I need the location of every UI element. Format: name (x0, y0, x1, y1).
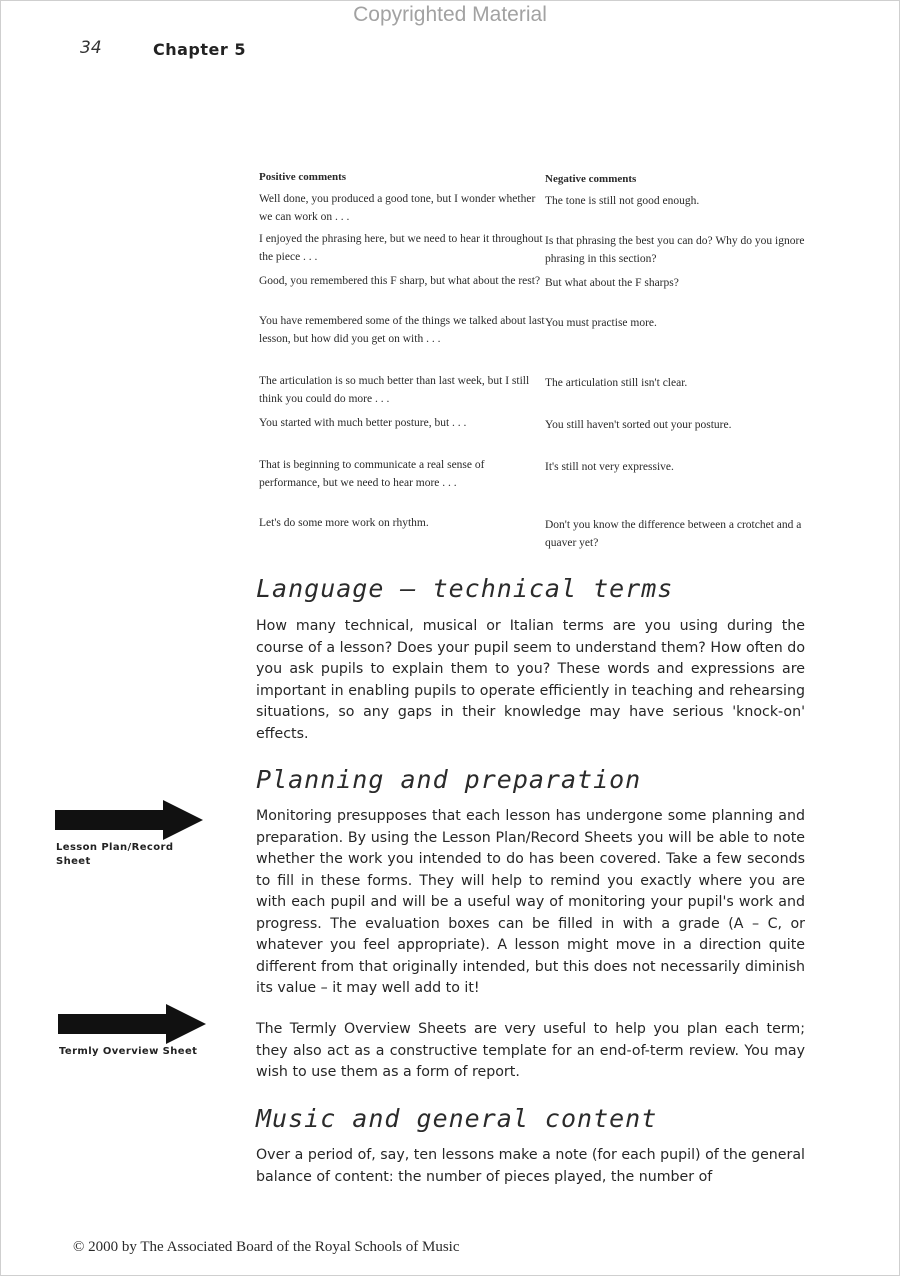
positive-comment: I enjoyed the phrasing here, but we need to hear it throughout the piece . . . (259, 233, 543, 263)
negative-comment: You still haven't sorted out your posture. (545, 419, 732, 431)
comment-row (259, 514, 819, 554)
paragraph-language: How many technical, musical or Italian terms are you using during the course of a lesson? Does your pupil seem to understand them? How often do you ask pupils to explain them to you? These words and expressions are important in enabling pupils to operate efficiently in teaching and rehearsing situations, so any gaps in their knowledge may have serious 'knock-on' effects. (256, 618, 805, 742)
watermark: Copyrighted Material (353, 3, 547, 26)
comment-row (259, 456, 819, 512)
chapter-title: Chapter 5 (153, 40, 246, 59)
margin-note-termly-overview: Termly Overview Sheet (59, 1046, 198, 1057)
arrow-right-icon (58, 1004, 208, 1044)
page-number: 34 (80, 38, 102, 58)
comment-row (259, 372, 819, 412)
copyright-footer: © 2000 by The Associated Board of the Royal Schools of Music (73, 1239, 460, 1255)
negative-comment: The tone is still not good enough. (545, 195, 700, 207)
heading-planning: Planning and preparation (256, 765, 642, 794)
negative-comment: It's still not very expressive. (545, 461, 674, 473)
comments-table-header (259, 168, 819, 188)
negative-comments-header: Negative comments (545, 173, 637, 185)
positive-comment: Well done, you produced a good tone, but I wonder whether we can work on . . . (259, 193, 536, 223)
positive-comment: You started with much better posture, but . . . (259, 417, 467, 429)
positive-comments-header: Positive comments (259, 171, 347, 183)
negative-comment: But what about the F sharps? (545, 277, 679, 289)
heading-music-content: Music and general content (256, 1104, 658, 1133)
comment-row (259, 230, 819, 270)
negative-comment: The articulation still isn't clear. (545, 377, 688, 389)
positive-comment: Good, you remembered this F sharp, but what about the rest? (259, 275, 541, 287)
positive-comment: You have remembered some of the things we talked about last lesson, but how did you get on with . . . (259, 315, 545, 345)
negative-comment: Don't you know the difference between a crotchet and a quaver yet? (545, 519, 802, 549)
positive-comment: The articulation is so much better than last week, but I still think you could do more . . . (259, 375, 530, 405)
comment-row (259, 414, 819, 454)
margin-note-line: Lesson Plan/Record (56, 842, 174, 853)
comment-row (259, 312, 819, 370)
paragraph-planning: Monitoring presupposes that each lesson has undergone some planning and preparation. By using the Lesson Plan/Record Sheets you will be able to note whether the work you intended to do has been covered. Take a few seconds to fill in these forms. They will help to remind you exactly where you are with each pupil and will be a useful way of monitoring your pupil's work and progress. The evaluation boxes can be filled in with a grade (A – C, or whatever you feel appropriate). A lesson might move in a direction quite different from that originally intended, but this does not necessarily diminish its value – it may well add to it! (256, 808, 805, 996)
margin-note-lesson-plan (56, 841, 173, 869)
heading-language: Language – technical terms (256, 574, 674, 603)
positive-comment: Let's do some more work on rhythm. (259, 517, 429, 529)
negative-comment: Is that phrasing the best you can do? Why do you ignore phrasing in this section? (545, 235, 805, 265)
comment-row (259, 272, 819, 310)
negative-comment: You must practise more. (545, 317, 657, 329)
paragraph-music-content: Over a period of, say, ten lessons make a note (for each pupil) of the general balance of content: the number of pieces played, the number of (256, 1147, 805, 1185)
margin-note-line: Sheet (56, 856, 91, 867)
paragraph-termly-overview: The Termly Overview Sheets are very useful to help you plan each term; they also act as a constructive template for an end-of-term review. You may wish to use them as a form of report. (256, 1021, 805, 1080)
comments-table (259, 168, 819, 554)
positive-comment: That is beginning to communicate a real sense of performance, but we need to hear more . . . (259, 459, 485, 489)
comment-row (259, 190, 819, 228)
arrow-right-icon (55, 800, 205, 840)
